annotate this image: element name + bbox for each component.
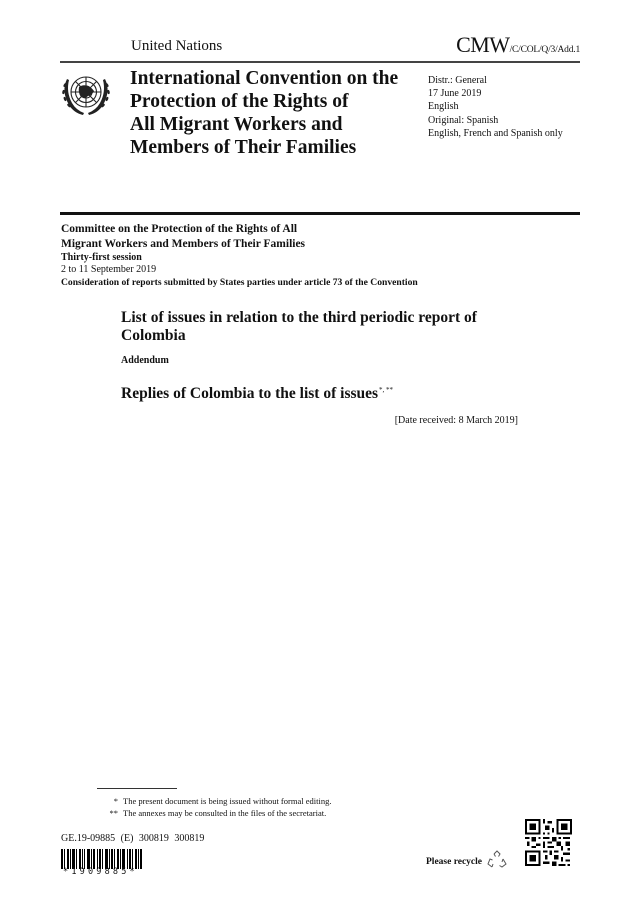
- footnote-text: The present document is being issued without formal editing.: [123, 796, 332, 806]
- recycle-label: Please recycle: [426, 857, 482, 867]
- original-language: Original: Spanish: [428, 114, 499, 126]
- distribution-info: [428, 74, 563, 140]
- document-symbol: [456, 32, 580, 58]
- header-rule: [60, 61, 580, 63]
- date-received: [Date received: 8 March 2019]: [394, 415, 518, 426]
- committee-name-line2: Migrant Workers and Members of Their Families: [61, 238, 306, 250]
- committee-block: [61, 222, 581, 289]
- issue-date: 17 June 2019: [428, 88, 482, 100]
- qr-code-icon: [525, 819, 572, 866]
- footnote-rule: [97, 788, 177, 789]
- document-heading-line2: Colombia: [121, 327, 186, 344]
- convention-title-line: All Migrant Workers and: [130, 114, 343, 135]
- barcode: [61, 849, 153, 869]
- document-language: English: [428, 101, 459, 113]
- footnote-mark: *: [113, 796, 118, 806]
- document-symbol-main: CMW: [456, 32, 510, 57]
- distribution-type: Distr.: General: [428, 75, 487, 86]
- footnote-text: The annexes may be consulted in the files of the secretariat.: [123, 808, 327, 818]
- addendum-label: Addendum: [121, 355, 169, 366]
- replies-title: [121, 385, 393, 403]
- barcode-text: *1909885*: [63, 867, 138, 877]
- footnotes: [100, 795, 331, 819]
- convention-title-line: International Convention on the: [130, 68, 399, 89]
- convention-title-line: Members of Their Families: [130, 137, 357, 158]
- committee-name-line1: Committee on the Protection of the Rights of All: [61, 223, 298, 235]
- document-heading-line1: List of issues in relation to the third periodic report of: [121, 309, 477, 326]
- convention-title: [130, 67, 420, 159]
- convention-title-line: Protection of the Rights of: [130, 91, 349, 112]
- session-dates: 2 to 11 September 2019: [61, 264, 157, 275]
- footnote: [100, 807, 331, 819]
- session-name: Thirty-first session: [61, 252, 142, 263]
- footnote: [100, 795, 331, 807]
- document-symbol-sub: /C/COL/Q/3/Add.1: [509, 45, 580, 55]
- agenda-item: Consideration of reports submitted by States parties under article 73 of the Convention: [61, 277, 418, 288]
- section-rule: [60, 212, 580, 215]
- footnote-marks: *, **: [379, 385, 394, 394]
- available-languages: English, French and Spanish only: [428, 127, 563, 139]
- un-emblem-icon: [57, 67, 115, 121]
- organization-name: United Nations: [131, 38, 223, 54]
- replies-title-text: Replies of Colombia to the list of issues: [121, 385, 379, 402]
- footnote-mark: **: [109, 808, 118, 818]
- recycle-icon: [487, 850, 507, 870]
- document-heading: [121, 309, 521, 345]
- job-number: GE.19-09885 (E) 300819 300819: [61, 833, 205, 844]
